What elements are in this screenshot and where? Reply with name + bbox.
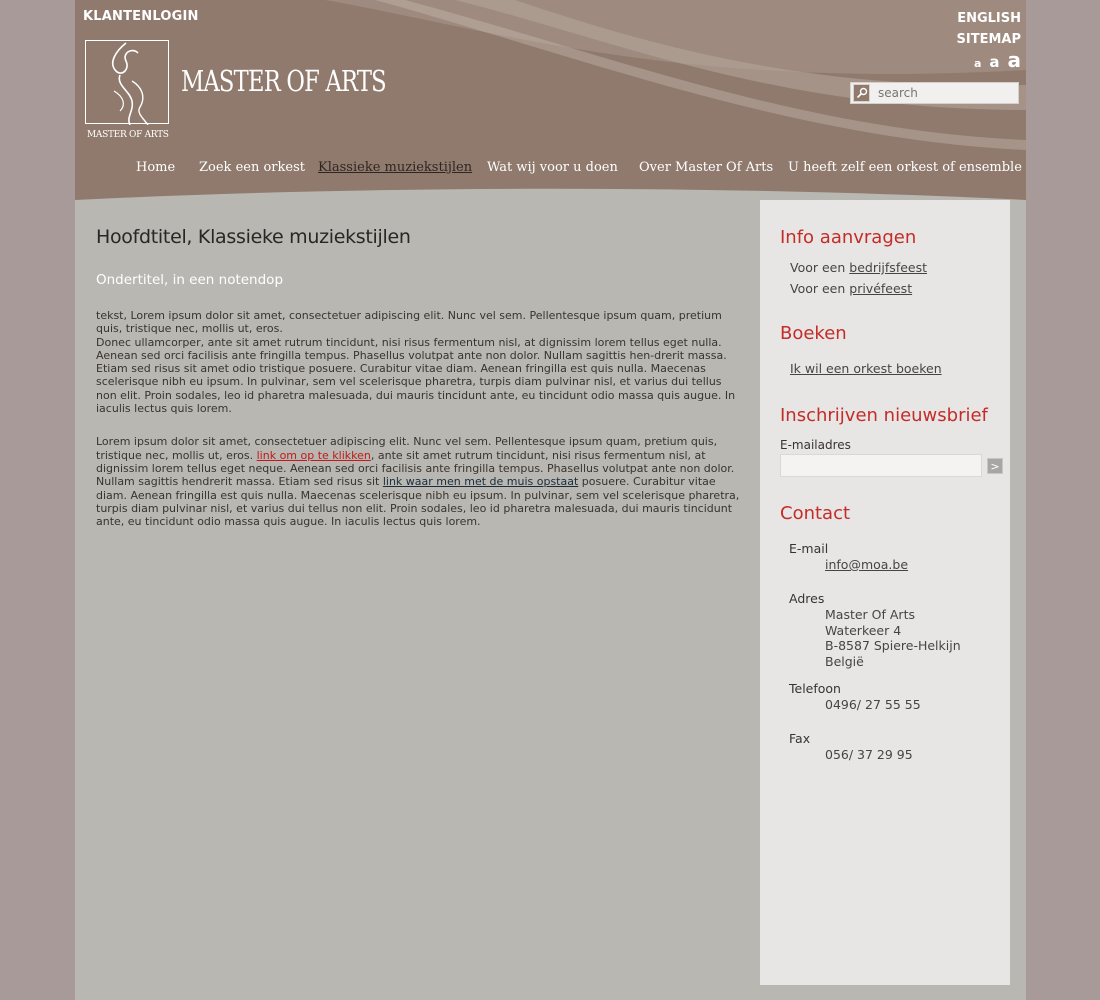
paragraph-1b-text: Donec ullamcorper, ante sit amet rutrum tincidunt, nisi risus fermentum nisl, at dignissim lorem tellus eget nulla. Aenean sed orci facilisis ante fringilla tempus. Phasellus volutpat ante non dolor. Nullam sagittis hen-drerit massa. Etiam sed risus sit amet odio tristique posuere. Curabitur vitae diam. Aenean fringilla est quis nulla. Maecenas scelerisque nibh eu ipsum. In pulvinar, sem vel scelerisque pharetra, turpis diam pulvinar nisl, et varius dui tellus non elit. Proin sodales, leo id pharetra malesuada, dui mauris tincidunt ante, eu tincidunt odio massa quis augue. In iaculis lectus quis lorem. xyxy=(96,335,736,416)
click-link[interactable]: link om op te klikken xyxy=(256,448,371,462)
english-link[interactable]: ENGLISH xyxy=(957,11,1021,26)
info-prefix: Voor een xyxy=(790,281,850,296)
newsletter-title: Inschrijven nieuwsbrief xyxy=(780,405,988,426)
info-row-prive xyxy=(790,281,912,296)
font-size-medium[interactable]: a xyxy=(989,53,1000,71)
logo-emblem xyxy=(85,40,169,124)
address-line-1: Master Of Arts xyxy=(825,607,915,622)
language-links xyxy=(957,8,1021,50)
paragraph-2 xyxy=(96,435,744,528)
paragraph-2-part1: Lorem ipsum dolor sit amet, consectetuer adipiscing elit. Nunc vel sem. Pellentesque ipsum quam, pretium quis, tristique nec, mollis ut, eros. xyxy=(96,435,718,462)
contact-title: Contact xyxy=(780,503,851,524)
paragraph-1 xyxy=(96,309,744,415)
sidebar xyxy=(760,200,1010,985)
nav-over-master-of-arts[interactable]: Over Master Of Arts xyxy=(639,160,774,175)
info-row-bedrijf xyxy=(790,260,927,275)
page-subtitle: Ondertitel, in een notendop xyxy=(96,272,284,288)
header-swoosh xyxy=(75,0,1026,212)
nav-home[interactable]: Home xyxy=(136,160,176,175)
paragraph-2-part3: posuere. Curabitur vitae diam. Aenean fringilla est quis nulla. Maecenas scelerisque nibh eu ipsum. In pulvinar, sem vel scelerisque pharetra, turpis diam pulvinar nisl, et varius dui tellus non elit. Proin sodales, leo id pharetra malesuada, dui mauris tincidunt ante, eu tincidunt odio massa quis augue. In iaculis lectus quis lorem. xyxy=(96,475,740,529)
main-content xyxy=(96,226,744,528)
paragraph-2-part2: , ante sit amet rutrum tincidunt, nisi risus fermentum nisl, at dignissim lorem tellus eget neque. Aenean sed orci facilisis ante fringilla tempus. Phasellus volutpat ante non dolor. Nullam sagittis hendrerit massa. Etiam sed risus sit xyxy=(96,448,735,489)
nav-wat-wij-voor-u-doen[interactable]: Wat wij voor u doen xyxy=(487,160,618,175)
boeken-title: Boeken xyxy=(780,323,847,344)
logo-caption: MASTER OF ARTS xyxy=(87,130,169,140)
email-link[interactable]: info@moa.be xyxy=(825,557,909,572)
search-icon[interactable] xyxy=(853,84,870,102)
book-orchestra-link[interactable]: Ik wil een orkest boeken xyxy=(790,361,942,376)
fax-value: 056/ 37 29 95 xyxy=(825,747,913,762)
info-prefix: Voor een xyxy=(790,260,850,275)
page xyxy=(75,0,1026,1000)
bedrijfsfeest-link[interactable]: bedrijfsfeest xyxy=(849,260,928,275)
boeken-row xyxy=(790,361,942,376)
paragraph-1-text: tekst, Lorem ipsum dolor sit amet, consectetuer adipiscing elit. Nunc vel sem. Pellentesque ipsum quam, pretium quis, tristique nec, mollis ut, eros. xyxy=(96,309,722,336)
newsletter-email-input[interactable] xyxy=(780,454,982,477)
address-line-3: B-8587 Spiere-Helkijn xyxy=(825,638,961,653)
font-size-large[interactable]: a xyxy=(1007,48,1021,72)
search-input[interactable] xyxy=(878,86,1018,100)
address-line-4: België xyxy=(825,654,864,669)
newsletter-submit-button[interactable]: > xyxy=(987,458,1003,474)
search-box xyxy=(850,82,1019,104)
main-nav xyxy=(75,160,1026,180)
font-size-small[interactable]: a xyxy=(973,57,982,70)
logo[interactable] xyxy=(85,40,170,145)
customer-login-link[interactable]: KLANTENLOGIN xyxy=(83,9,199,24)
email-label: E-mailadres xyxy=(780,438,851,452)
email-value xyxy=(825,557,908,572)
phone-value: 0496/ 27 55 55 xyxy=(825,697,921,712)
address-heading: Adres xyxy=(789,591,825,606)
email-heading: E-mail xyxy=(789,541,829,556)
sitemap-link[interactable]: SITEMAP xyxy=(956,32,1021,47)
nav-klassieke-muziekstijlen[interactable]: Klassieke muziekstijlen xyxy=(318,160,473,175)
privefeest-link[interactable]: privéfeest xyxy=(849,281,913,296)
hover-link[interactable]: link waar men met de muis opstaat xyxy=(382,475,579,489)
page-title: Hoofdtitel, Klassieke muziekstijlen xyxy=(96,226,411,248)
font-size-controls xyxy=(974,48,1021,72)
info-title: Info aanvragen xyxy=(780,227,917,248)
address-line-2: Waterkeer 4 xyxy=(825,623,902,638)
phone-heading: Telefoon xyxy=(789,681,841,696)
nav-eigen-orkest[interactable]: U heeft zelf een orkest of ensemble xyxy=(788,160,1022,175)
fax-heading: Fax xyxy=(789,731,811,746)
nav-zoek-een-orkest[interactable]: Zoek een orkest xyxy=(199,160,305,175)
logo-figure-icon xyxy=(86,41,170,125)
brand-name: MASTER OF ARTS xyxy=(181,64,386,98)
header xyxy=(75,0,1026,212)
